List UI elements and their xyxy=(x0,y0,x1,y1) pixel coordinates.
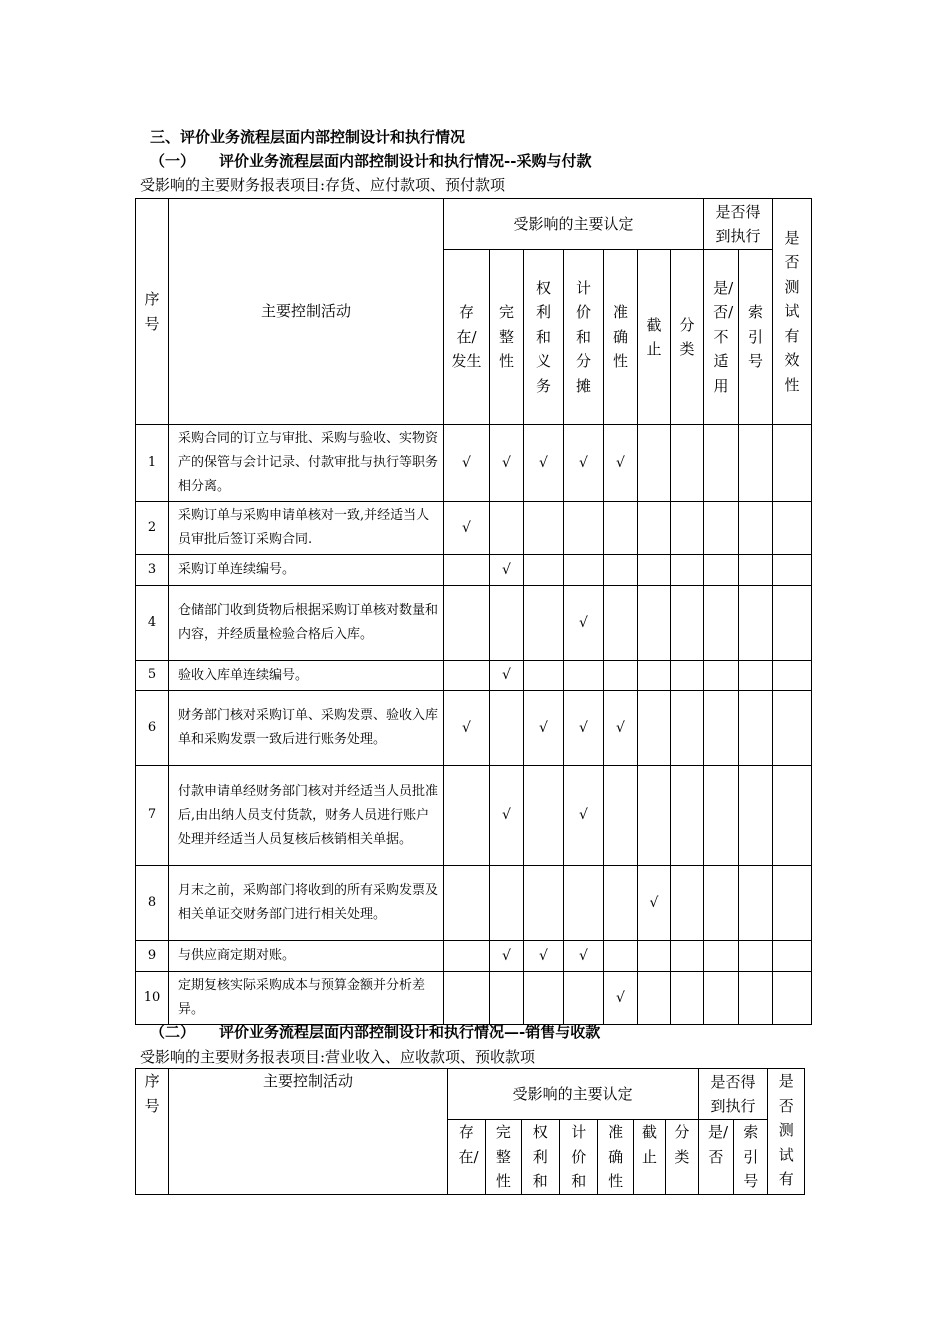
cell-existence xyxy=(444,972,490,1025)
cell-rights: √ xyxy=(524,425,564,502)
cell-cutoff xyxy=(638,555,671,586)
cell-completeness: √ xyxy=(490,425,524,502)
row-seq: 1 xyxy=(136,425,169,502)
cell-valuation xyxy=(564,661,604,691)
row-activity: 采购订单与采购申请单核对一致,并经适当人员审批后签订采购合同. xyxy=(169,502,444,555)
header-classification: 分类 xyxy=(666,1120,698,1195)
cell-completeness: √ xyxy=(490,555,524,586)
cell-index xyxy=(739,425,773,502)
header-executed-group: 是否得到执行 xyxy=(704,199,773,250)
section2-heading xyxy=(150,1021,600,1042)
cell-yes-no xyxy=(704,502,739,555)
row-activity: 与供应商定期对账。 xyxy=(169,941,444,972)
header-cutoff: 截止 xyxy=(638,250,671,425)
page-heading: 三、评价业务流程层面内部控制设计和执行情况 xyxy=(150,128,466,146)
cell-cutoff xyxy=(638,691,671,766)
cell-classification xyxy=(671,661,704,691)
header-index: 索引号 xyxy=(739,250,773,425)
header-existence: 存在/ xyxy=(447,1120,485,1195)
cell-classification xyxy=(671,425,704,502)
cell-classification xyxy=(671,586,704,661)
section1-affected-items: 受影响的主要财务报表项目:存货、应付款项、预付款项 xyxy=(140,176,506,194)
cell-rights: √ xyxy=(524,691,564,766)
header-assertions-group: 受影响的主要认定 xyxy=(447,1069,698,1120)
table-row xyxy=(136,866,812,941)
cell-index xyxy=(739,555,773,586)
header-valuation: 计价和分摊 xyxy=(564,250,604,425)
cell-yes-no xyxy=(704,691,739,766)
cell-classification xyxy=(671,502,704,555)
cell-completeness: √ xyxy=(490,766,524,866)
cell-existence: √ xyxy=(444,502,490,555)
header-executed-group: 是否得到执行 xyxy=(698,1069,768,1120)
cell-cutoff xyxy=(638,941,671,972)
cell-existence xyxy=(444,586,490,661)
section1-heading xyxy=(150,150,591,171)
header-activity: 主要控制活动 xyxy=(169,1069,447,1195)
cell-yes-no xyxy=(704,425,739,502)
row-seq: 9 xyxy=(136,941,169,972)
cell-accuracy xyxy=(604,555,638,586)
cell-valuation xyxy=(564,866,604,941)
header-index: 索引号 xyxy=(734,1120,768,1195)
header-classification: 分类 xyxy=(671,250,704,425)
cell-yes-no xyxy=(704,941,739,972)
cell-accuracy xyxy=(604,866,638,941)
header-activity: 主要控制活动 xyxy=(169,199,444,425)
row-activity: 月末之前，采购部门将收到的所有采购发票及相关单证交财务部门进行相关处理。 xyxy=(169,866,444,941)
cell-valuation: √ xyxy=(564,691,604,766)
cell-accuracy: √ xyxy=(604,425,638,502)
cell-rights xyxy=(524,502,564,555)
cell-rights xyxy=(524,766,564,866)
table-row xyxy=(136,586,812,661)
cell-rights xyxy=(524,586,564,661)
header-yes-no: 是/否/不适用 xyxy=(704,250,739,425)
cell-completeness xyxy=(490,502,524,555)
cell-accuracy xyxy=(604,941,638,972)
row-activity: 采购订单连续编号。 xyxy=(169,555,444,586)
header-assertions-group: 受影响的主要认定 xyxy=(444,199,704,250)
cell-index xyxy=(739,502,773,555)
cell-existence: √ xyxy=(444,425,490,502)
row-activity: 验收入库单连续编号。 xyxy=(169,661,444,691)
cell-yes-no xyxy=(704,661,739,691)
row-seq: 3 xyxy=(136,555,169,586)
cell-valuation xyxy=(564,555,604,586)
cell-existence xyxy=(444,555,490,586)
row-activity: 财务部门核对采购订单、采购发票、验收入库单和采购发票一致后进行账务处理。 xyxy=(169,691,444,766)
cell-completeness xyxy=(490,691,524,766)
row-seq: 2 xyxy=(136,502,169,555)
cell-valuation xyxy=(564,502,604,555)
cell-classification xyxy=(671,972,704,1025)
cell-existence xyxy=(444,866,490,941)
cell-cutoff xyxy=(638,586,671,661)
row-activity: 定期复核实际采购成本与预算金额并分析差异。 xyxy=(169,972,444,1025)
cell-accuracy xyxy=(604,661,638,691)
cell-accuracy xyxy=(604,586,638,661)
cell-accuracy: √ xyxy=(604,691,638,766)
row-seq: 5 xyxy=(136,661,169,691)
row-seq: 8 xyxy=(136,866,169,941)
cell-cutoff xyxy=(638,502,671,555)
table-row xyxy=(136,691,812,766)
cell-tested xyxy=(773,691,812,766)
cell-tested xyxy=(773,866,812,941)
cell-rights: √ xyxy=(524,941,564,972)
cell-tested xyxy=(773,586,812,661)
header-cutoff: 截止 xyxy=(633,1120,665,1195)
cell-completeness: √ xyxy=(490,661,524,691)
header-valuation: 计价和 xyxy=(560,1120,598,1195)
header-completeness: 完整性 xyxy=(490,250,524,425)
cell-classification xyxy=(671,766,704,866)
header-tested: 是否测试有 xyxy=(768,1069,805,1195)
cell-rights xyxy=(524,972,564,1025)
cell-cutoff xyxy=(638,661,671,691)
header-rights: 权利和义务 xyxy=(524,250,564,425)
cell-completeness xyxy=(490,972,524,1025)
cell-completeness xyxy=(490,866,524,941)
cell-index xyxy=(739,586,773,661)
section2-affected-items: 受影响的主要财务报表项目:营业收入、应收款项、预收款项 xyxy=(140,1048,536,1066)
cell-classification xyxy=(671,555,704,586)
cell-index xyxy=(739,766,773,866)
table-row xyxy=(136,766,812,866)
cell-yes-no xyxy=(704,586,739,661)
header-accuracy: 准确性 xyxy=(598,1120,633,1195)
sales-collection-table xyxy=(135,1068,805,1195)
cell-valuation: √ xyxy=(564,766,604,866)
section2-title: 评价业务流程层面内部控制设计和执行情况—-销售与收款 xyxy=(219,1023,601,1041)
section1-number: （一） xyxy=(150,152,196,170)
header-tested: 是否测试有效性 xyxy=(773,199,812,425)
row-seq: 6 xyxy=(136,691,169,766)
cell-valuation: √ xyxy=(564,586,604,661)
cell-classification xyxy=(671,691,704,766)
header-seq: 序号 xyxy=(136,199,169,425)
cell-completeness: √ xyxy=(490,941,524,972)
cell-yes-no xyxy=(704,972,739,1025)
cell-cutoff xyxy=(638,425,671,502)
header-seq: 序号 xyxy=(136,1069,169,1195)
cell-cutoff: √ xyxy=(638,866,671,941)
header-existence: 存在/发生 xyxy=(444,250,490,425)
cell-index xyxy=(739,661,773,691)
cell-yes-no xyxy=(704,866,739,941)
cell-existence xyxy=(444,766,490,866)
purchase-payment-table xyxy=(135,198,812,1025)
table-row xyxy=(136,972,812,1025)
cell-cutoff xyxy=(638,972,671,1025)
table-row xyxy=(136,425,812,502)
row-activity: 仓储部门收到货物后根据采购订单核对数量和内容，并经质量检验合格后入库。 xyxy=(169,586,444,661)
cell-accuracy xyxy=(604,502,638,555)
cell-tested xyxy=(773,972,812,1025)
cell-valuation: √ xyxy=(564,941,604,972)
cell-tested xyxy=(773,555,812,586)
section1-title: 评价业务流程层面内部控制设计和执行情况--采购与付款 xyxy=(219,152,592,170)
table-row xyxy=(136,661,812,691)
cell-classification xyxy=(671,941,704,972)
cell-classification xyxy=(671,866,704,941)
row-seq: 10 xyxy=(136,972,169,1025)
cell-valuation xyxy=(564,972,604,1025)
row-activity: 采购合同的订立与审批、采购与验收、实物资产的保管与会计记录、付款审批与执行等职务相分离。 xyxy=(169,425,444,502)
cell-cutoff xyxy=(638,766,671,866)
table-row xyxy=(136,555,812,586)
cell-tested xyxy=(773,425,812,502)
row-activity: 付款申请单经财务部门核对并经适当人员批准后,由出纳人员支付货款，财务人员进行账户处理并经适当人员复核后核销相关单据。 xyxy=(169,766,444,866)
cell-yes-no xyxy=(704,766,739,866)
cell-existence xyxy=(444,941,490,972)
header-rights: 权利和 xyxy=(521,1120,559,1195)
cell-yes-no xyxy=(704,555,739,586)
cell-tested xyxy=(773,502,812,555)
cell-index xyxy=(739,972,773,1025)
cell-accuracy xyxy=(604,766,638,866)
section2-number: （二） xyxy=(150,1023,196,1041)
table-row xyxy=(136,502,812,555)
cell-tested xyxy=(773,941,812,972)
cell-completeness xyxy=(490,586,524,661)
cell-index xyxy=(739,691,773,766)
header-accuracy: 准确性 xyxy=(604,250,638,425)
cell-tested xyxy=(773,661,812,691)
row-seq: 7 xyxy=(136,766,169,866)
cell-index xyxy=(739,941,773,972)
row-seq: 4 xyxy=(136,586,169,661)
cell-rights xyxy=(524,661,564,691)
table-row xyxy=(136,941,812,972)
cell-rights xyxy=(524,866,564,941)
cell-existence xyxy=(444,661,490,691)
header-completeness: 完整性 xyxy=(486,1120,521,1195)
header-yes-no: 是/否 xyxy=(698,1120,733,1195)
cell-existence: √ xyxy=(444,691,490,766)
cell-valuation: √ xyxy=(564,425,604,502)
cell-index xyxy=(739,866,773,941)
cell-rights xyxy=(524,555,564,586)
cell-accuracy: √ xyxy=(604,972,638,1025)
cell-tested xyxy=(773,766,812,866)
